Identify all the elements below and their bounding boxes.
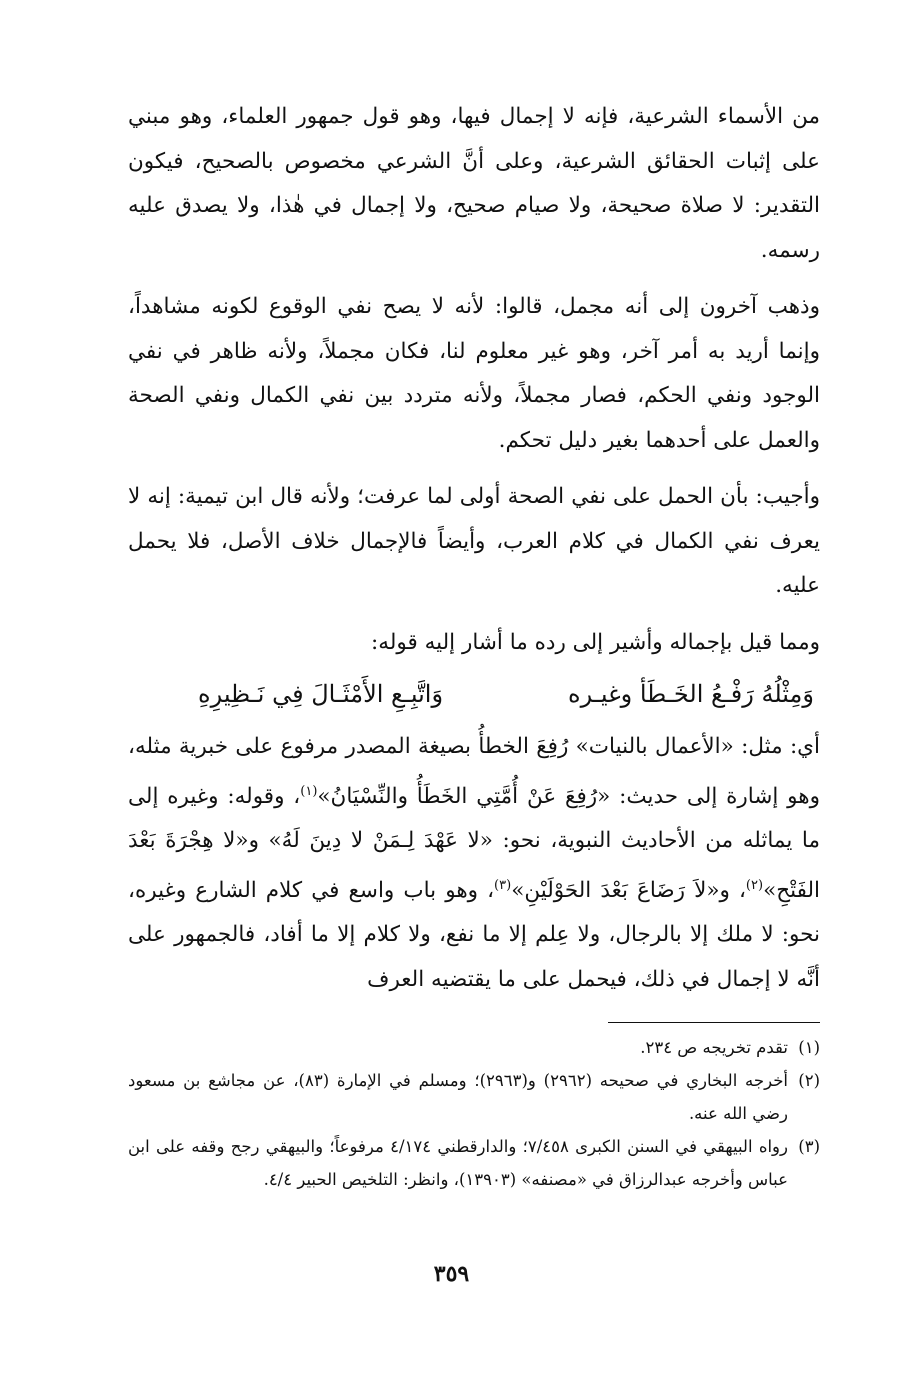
paragraph-4: ومما قيل بإجماله وأشير إلى رده ما أشار إليه قوله: — [371, 629, 820, 655]
footnote-ref-1[interactable]: (١) — [300, 783, 318, 799]
page-number: ٣٥٩ — [433, 1261, 470, 1287]
footnote-2 — [128, 1064, 820, 1130]
paragraph-5-part-d: ، وهو باب واسع في كلام الشارع وغيره، نحو: لا ملك إلا بالرجال، ولا عِلم إلا ما نفع، ولا كلام إلا ما أفاد، فالجمهور على أنَّه لا إجمال في ذلك، فيحمل على ما يقتضيه العرف — [128, 877, 820, 992]
footnotes — [128, 1031, 820, 1196]
paragraph-2: وذهب آخرون إلى أنه مجمل، قالوا: لأنه لا يصح نفي الوقوع لكونه مشاهداً، وإنما أريد به أمر آخر، وهو غير معلوم لنا، فكان مجملاً، ولأنه ظاهر في نفي الوجود ونفي الحكم، فصار مجملاً، ولأنه متردد بين نفي الكمال ونفي الصحة والعمل على أحدهما بغير دليل تحكم. — [128, 294, 820, 453]
footnote-ref-3[interactable]: (٣) — [494, 877, 512, 893]
footnote-text: تقدم تخريجه ص ٢٣٤. — [640, 1038, 788, 1058]
footnote-number: (٢) — [798, 1071, 820, 1091]
verse-line — [128, 669, 820, 719]
paragraph-5 — [128, 725, 820, 1002]
paragraph-1: من الأسماء الشرعية، فإنه لا إجمال فيها، وهو قول جمهور العلماء، وهو مبني على إثبات الحقائق الشرعية، وعلى أنَّ الشرعي مخصوص بالصحيح، فيكون التقدير: لا صلاة صحيحة، ولا صيام صحيح، ولا إجمال في هٰذا، ولا يصدق عليه رسمه. — [128, 104, 820, 263]
paragraph-3: وأجيب: بأن الحمل على نفي الصحة أولى لما عرفت؛ ولأنه قال ابن تيمية: إنه لا يعرف نفي الكمال في كلام العرب، وأيضاً فالإجمال خلاف الأصل، فلا يحمل عليه. — [128, 484, 820, 598]
footnote-number: (١) — [798, 1038, 820, 1058]
page-body — [128, 95, 820, 1196]
footnote-separator — [608, 1022, 820, 1023]
verse-right-hemistich: وَمِثْلُهُ رَفْـعُ الخَـطَأ وغيـره — [568, 680, 814, 708]
footnote-1 — [128, 1031, 820, 1064]
footnote-ref-2[interactable]: (٢) — [745, 877, 764, 893]
verse-left-hemistich: وَاتَّبِـعِ الأَمْثَـالَ فِي نَـظِيرِهِ — [198, 680, 444, 708]
footnote-text: أخرجه البخاري في صحيحه (٢٩٦٢) و(٢٩٦٣)؛ ومسلم في الإمارة (٨٣)، عن مجاشع بن مسعود رضي الله عنه. — [128, 1071, 788, 1124]
paragraph-5-part-c: ، و«لاَ رَضَاعَ بَعْدَ الحَوْلَيْنِ» — [511, 877, 746, 903]
footnote-number: (٣) — [798, 1137, 820, 1157]
paragraph-5-part-b: ، وقوله: وغيره إلى ما يماثله من الأحاديث النبوية، نحو: «لا عَهْدَ لِـمَنْ لا دِينَ لَهُ» و«لا هِجْرَةَ بَعْدَ الفَتْحِ» — [128, 783, 820, 903]
paragraph-5-part-a: أي: مثل: «الأعمال بالنيات» رُفِعَ الخطأُ بصيغة المصدر مرفوع على خبرية مثله، وهو إشارة إلى حديث: «رُفِعَ عَنْ أُمَّتِي الخَطَأُ والنِّسْيَانُ» — [128, 734, 821, 809]
footnote-text: رواه البيهقي في السنن الكبرى ٧/٤٥٨؛ والدارقطني ٤/١٧٤ مرفوعاً؛ والبيهقي رجح وقفه على ابن عباس وأخرجه عبدالرزاق في «مصنفه» (١٣٩٠٣)، وانظر: التلخيص الحبير ٤/٤. — [128, 1137, 788, 1190]
footnote-3 — [128, 1130, 820, 1196]
